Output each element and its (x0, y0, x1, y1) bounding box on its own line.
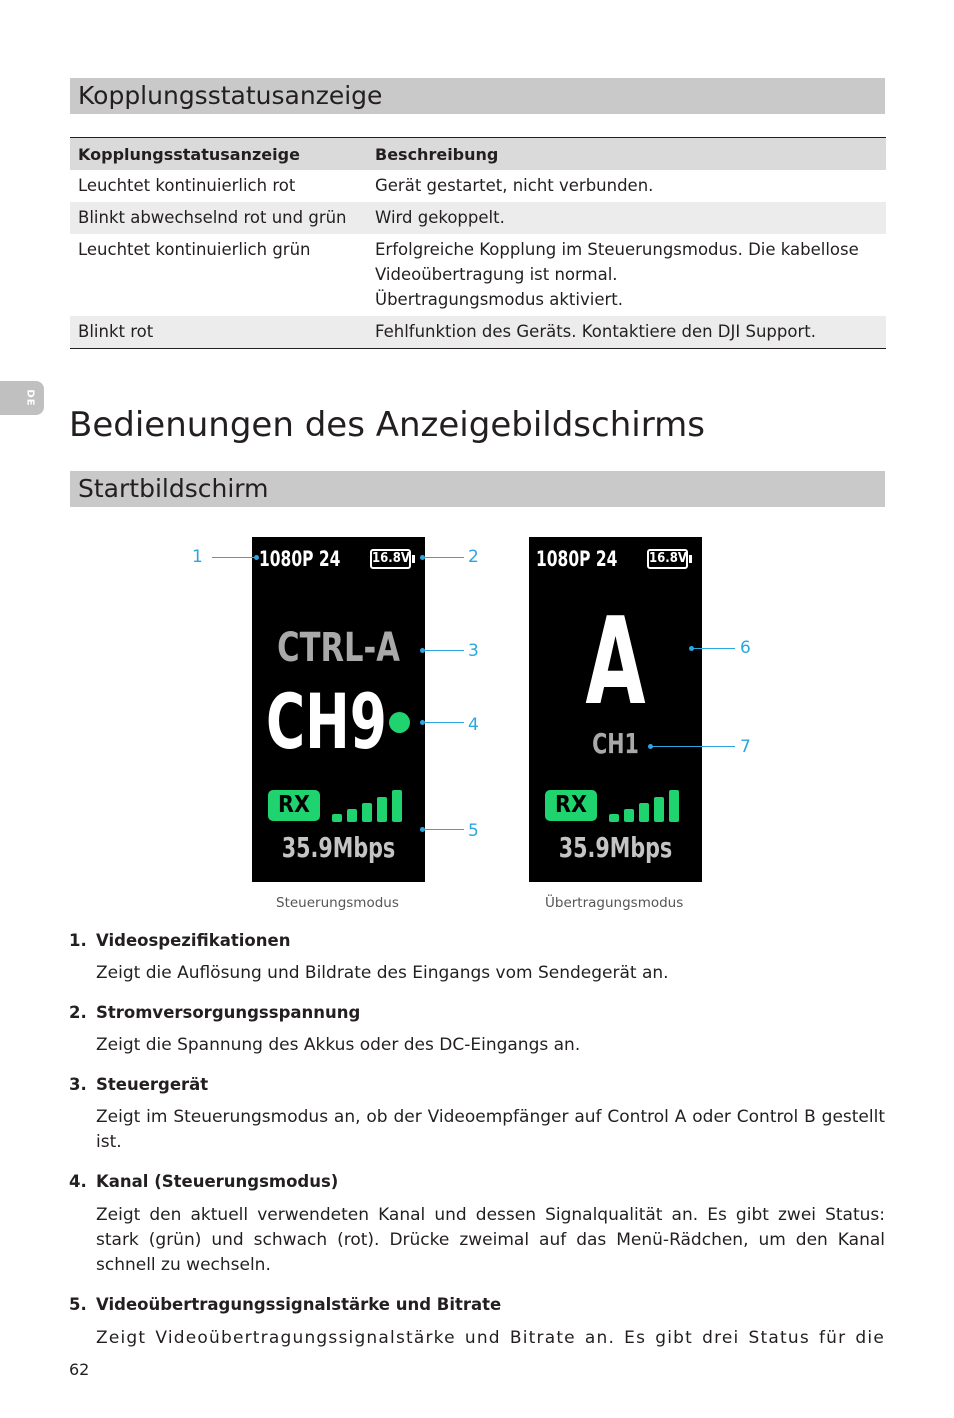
list-item-title (69, 1295, 501, 1314)
caption-transmission-mode: Übertragungsmodus (545, 895, 684, 911)
bitrate-label: 35.9Mbps (281, 831, 396, 864)
rx-badge: RX (268, 790, 320, 821)
list-item-number: 1. (69, 931, 87, 950)
callout-line (212, 557, 256, 558)
signal-strength-icon (609, 790, 681, 822)
section-heading-pairing-status: Kopplungsstatusanzeige (70, 78, 885, 114)
channel-label: CH1 (592, 727, 639, 760)
video-spec: 1080P 24 (536, 547, 618, 571)
table-cell-status: Blinkt abwechselnd rot und grün (70, 202, 367, 234)
transmission-letter: A (585, 593, 646, 732)
list-item-heading: Kanal (Steuerungsmodus) (96, 1172, 339, 1191)
table-row (70, 202, 886, 234)
table-cell-status: Leuchtet kontinuierlich grün (78, 240, 311, 259)
callout-line (422, 829, 464, 830)
transmission-mode-screen (529, 537, 702, 882)
callout-number: 7 (740, 737, 751, 757)
list-item-heading: Stromversorgungsspannung (96, 1003, 361, 1022)
list-item-title (69, 1075, 208, 1094)
list-item-number: 5. (69, 1295, 87, 1314)
list-item-number: 4. (69, 1172, 87, 1191)
list-item-title (69, 1172, 338, 1191)
list-item-body: Zeigt Videoübertragungssignalstärke und Bitrate an. Es gibt drei Status für die (96, 1328, 885, 1348)
callout-dot (254, 555, 259, 560)
callout-line (422, 557, 464, 558)
table-header-row (70, 138, 886, 171)
callout-number: 3 (468, 641, 479, 661)
list-item-body: Zeigt im Steuerungsmodus an, ob der Videoempfänger auf Control A oder Control B gestellt ist. (96, 1107, 885, 1152)
callout-line (422, 650, 464, 651)
signal-strength-icon (332, 790, 404, 822)
battery-voltage: 16.8V (647, 549, 688, 569)
page-number: 62 (69, 1360, 90, 1379)
table-cell-description: Wird gekoppelt. (367, 202, 886, 234)
table-row (70, 170, 886, 202)
table-row (70, 234, 886, 316)
video-spec: 1080P 24 (259, 547, 341, 571)
list-item-body: Zeigt den aktuell verwendeten Kanal und dessen Signalqualität an. Es gibt zwei Status: stark (grün) und schwach (rot). Drücke zweimal auf das Menü-Rädchen, um den Kanal schnell zu wechseln. (96, 1205, 885, 1275)
page-title: Bedienungen des Anzeigebildschirms (69, 405, 705, 445)
table-cell-description: Fehlfunktion des Geräts. Kontaktiere den DJI Support. (367, 316, 886, 349)
caption-control-mode: Steuerungsmodus (276, 895, 399, 911)
pairing-status-table (70, 137, 886, 349)
list-item-body: Zeigt die Auflösung und Bildrate des Eingangs vom Sendegerät an. (96, 963, 669, 983)
table-header-status: Kopplungsstatusanzeige (70, 138, 367, 171)
channel-label: CH9 (266, 677, 387, 766)
callout-line (650, 746, 735, 747)
callout-number: 4 (468, 715, 479, 735)
language-side-tab (0, 381, 44, 415)
table-header-description: Beschreibung (367, 138, 886, 171)
list-item-heading: Steuergerät (96, 1075, 209, 1094)
section-heading-home-screen: Startbildschirm (70, 471, 885, 507)
bitrate-label: 35.9Mbps (558, 831, 673, 864)
battery-voltage: 16.8V (370, 549, 411, 569)
list-item-number: 2. (69, 1003, 87, 1022)
table-cell-status: Blinkt rot (70, 316, 367, 349)
list-item-heading: Videospezifikationen (96, 931, 291, 950)
table-cell-status: Leuchtet kontinuierlich rot (78, 176, 296, 195)
control-mode-screen (252, 537, 425, 882)
table-row (70, 316, 886, 349)
list-item-number: 3. (69, 1075, 87, 1094)
callout-line (691, 648, 735, 649)
callout-number: 6 (740, 638, 751, 658)
callout-number: 1 (192, 547, 203, 567)
callout-number: 2 (468, 547, 479, 567)
battery-icon (689, 555, 692, 563)
language-label: DE (24, 389, 36, 407)
callout-line (422, 722, 464, 723)
table-cell-description (367, 234, 886, 316)
callout-number: 5 (468, 821, 479, 841)
description-line: Übertragungsmodus aktiviert. (375, 290, 623, 309)
status-dot-icon (389, 712, 410, 733)
list-item-title (69, 931, 290, 950)
table-cell-description: Gerät gestartet, nicht verbunden. (375, 176, 654, 195)
controller-label: CTRL-A (277, 625, 400, 671)
battery-icon (412, 555, 415, 563)
list-item-title (69, 1003, 360, 1022)
rx-badge: RX (545, 790, 597, 821)
list-item-heading: Videoübertragungssignalstärke und Bitrate (96, 1295, 502, 1314)
description-line: Erfolgreiche Kopplung im Steuerungsmodus. Die kabellose Videoübertragung ist normal. (375, 240, 859, 284)
list-item-body: Zeigt die Spannung des Akkus oder des DC-Eingangs an. (96, 1035, 581, 1055)
